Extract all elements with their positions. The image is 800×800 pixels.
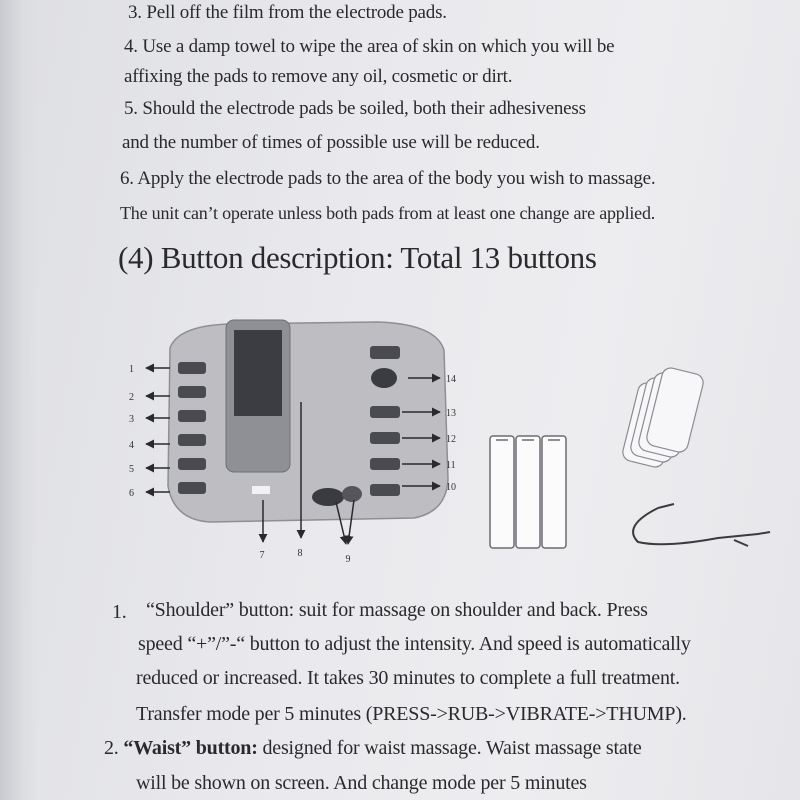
step-3: 3. Pell off the film from the electrode pads. <box>128 2 447 23</box>
bottom-callouts <box>260 548 351 565</box>
desc-1-line-1: “Shoulder” button: suit for massage on shoulder and back. Press <box>146 599 648 621</box>
callout-2: 2 <box>129 392 134 403</box>
callout-11: 11 <box>446 460 456 471</box>
callout-14: 14 <box>446 374 456 385</box>
desc-2-bold-label: “Waist” button: <box>123 737 258 759</box>
step-6-line-1: 6. Apply the electrode pads to the area of the body you wish to massage. <box>120 168 656 189</box>
callout-5: 5 <box>129 464 134 475</box>
callout-9: 9 <box>345 554 351 565</box>
batteries-illustration <box>490 436 566 548</box>
desc-1-line-2: speed “+”/”-“ button to adjust the intensity. And speed is automatically <box>138 633 691 655</box>
callout-12: 12 <box>446 434 456 445</box>
callout-6: 6 <box>129 488 134 499</box>
callout-13: 13 <box>446 408 456 419</box>
callout-8: 8 <box>297 548 303 559</box>
step-4-line-1: 4. Use a damp towel to wipe the area of skin on which you will be <box>124 36 615 57</box>
lead-wire-illustration <box>633 504 770 546</box>
step-4-line-2: affixing the pads to remove any oil, cosmetic or dirt. <box>124 66 513 87</box>
callout-1: 1 <box>129 364 134 375</box>
power-button <box>312 488 344 506</box>
electrode-pads-illustration <box>621 366 705 469</box>
device-diagram <box>118 290 778 580</box>
step-5-line-1: 5. Should the electrode pads be soiled, both their adhesiveness <box>124 98 586 119</box>
callout-10: 10 <box>446 482 456 493</box>
desc-1-line-4: Transfer mode per 5 minutes (PRESS->RUB->VIBRATE->THUMP). <box>136 703 687 725</box>
lcd-screen <box>234 330 282 416</box>
desc-2-line-1 <box>104 737 642 760</box>
callout-4: 4 <box>129 440 134 451</box>
callout-3: 3 <box>129 414 134 425</box>
desc-1-number: 1. <box>112 601 127 623</box>
left-callouts <box>129 364 134 499</box>
indicator-light <box>252 486 270 494</box>
desc-2-line-2: will be shown on screen. And change mode per 5 minutes <box>136 772 587 794</box>
massager-unit <box>168 320 448 522</box>
step-5-line-2: and the number of times of possible use will be reduced. <box>122 132 540 153</box>
desc-1-line-3: reduced or increased. It takes 30 minutes to complete a full treatment. <box>136 667 680 689</box>
desc-2-line-1-rest: designed for waist massage. Waist massage state <box>257 737 642 759</box>
desc-2-number: 2. <box>104 737 119 759</box>
callout-7: 7 <box>259 550 265 561</box>
step-6-line-2: The unit can’t operate unless both pads from at least one change are applied. <box>120 203 656 223</box>
section-heading: (4) Button description: Total 13 buttons <box>118 240 597 275</box>
page-fold-shadow <box>0 0 38 800</box>
knob-button <box>342 486 362 502</box>
